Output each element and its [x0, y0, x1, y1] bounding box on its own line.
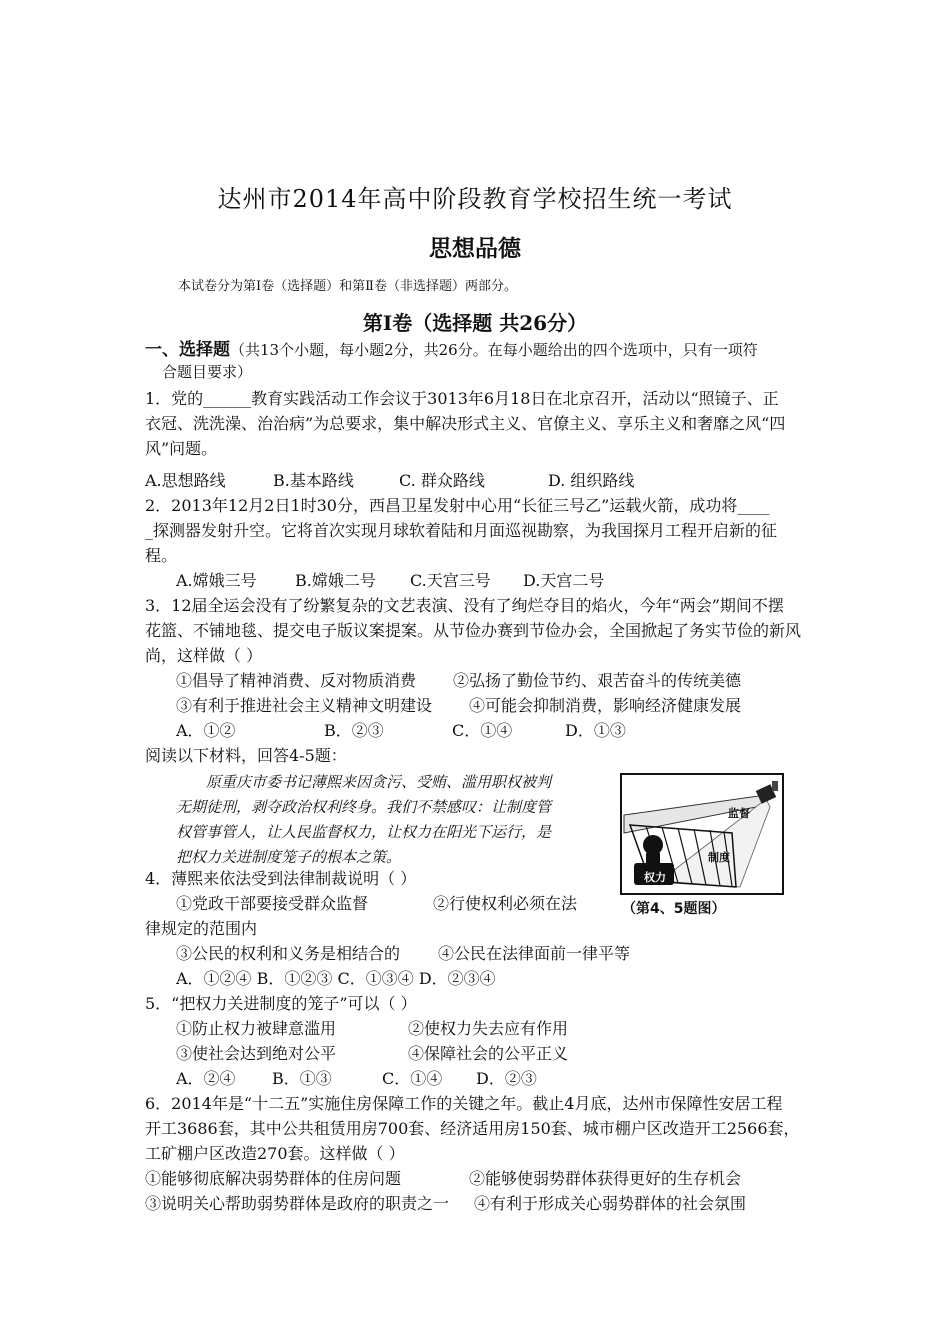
q1-option-b: B.基本路线 [273, 471, 354, 490]
q5-stem: 5．“把权力关进制度的笼子”可以（ ） [145, 994, 417, 1013]
power-cage-figure [620, 773, 784, 895]
q6-line-1: 6．2014年是“十二五”实施住房保障工作的关键之年。截止4月底，达州市保障性安居工程 [145, 1094, 783, 1113]
q5-statement-1: ①防止权力被肆意滥用 [176, 1019, 337, 1038]
power-cage-illustration [620, 773, 784, 895]
q6-line-3: 工矿棚户区改造270套。这样做（ ） [145, 1144, 405, 1163]
q3-option-c: C．①④ [452, 721, 513, 740]
q5-option-b: B．①③ [272, 1069, 332, 1088]
q2-option-d: D.天宫二号 [523, 571, 605, 590]
section-instruction-line1: （共13个小题，每小题2分，共26分。在每小题给出的四个选项中，只有一项符 [230, 341, 758, 359]
q3-option-d: D．①③ [565, 721, 626, 740]
q4-statement-1: ①党政干部要接受群众监督 [176, 894, 369, 913]
q3-line-1: 3．12届全运会没有了纷繁复杂的文艺表演、没有了绚烂夺目的焰火，今年“两会”期间不摆 [145, 596, 784, 615]
q5-statement-4: ④保障社会的公平正义 [408, 1044, 569, 1063]
q1-option-d: D. 组织路线 [548, 471, 635, 490]
material-line-3: 权管事管人，让人民监督权力，让权力在阳光下运行，是 [176, 823, 552, 841]
material-line-4: 把权力关进制度笼子的根本之策。 [176, 848, 402, 866]
q2-option-b: B.嫦娥二号 [295, 571, 376, 590]
q1-option-c: C. 群众路线 [399, 471, 485, 490]
q4-statement-2-cont: 律规定的范围内 [145, 919, 258, 938]
q1-line-2: 衣冠、洗洗澡、治治病”为总要求，集中解决形式主义、官僚主义、享乐主义和奢靡之风“四 [145, 414, 786, 433]
label-power: 权力 [644, 871, 666, 884]
q4-options: A．①②④ B．①②③ C．①③④ D．②③④ [176, 969, 496, 988]
q6-statement-4: ④有利于形成关心弱势群体的社会氛围 [474, 1194, 747, 1213]
figure-caption: （第4、5题图） [622, 901, 726, 917]
label-supervise: 监督 [728, 807, 750, 820]
q3-line-3: 尚，这样做（ ） [145, 646, 263, 665]
q3-option-a: A．①② [176, 721, 236, 740]
volume-title: 第Ⅰ卷（选择题 共26分） [362, 311, 588, 335]
q4-statement-3: ③公民的权利和义务是相结合的 [176, 944, 401, 963]
q5-option-a: A．②④ [176, 1069, 236, 1088]
q5-statement-2: ②使权力失去应有作用 [408, 1019, 569, 1038]
section-heading: 一、选择题 [145, 340, 230, 360]
q6-statement-2: ②能够使弱势群体获得更好的生存机会 [469, 1169, 742, 1188]
q5-option-c: C．①④ [382, 1069, 443, 1088]
q3-statement-1: ①倡导了精神消费、反对物质消费 [176, 671, 417, 690]
reading-prompt: 阅读以下材料，回答4-5题： [145, 746, 347, 765]
q1-line-3: 风”问题。 [145, 439, 218, 458]
intro-text: 本试卷分为第Ⅰ卷（选择题）和第Ⅱ卷（非选择题）两部分。 [178, 279, 517, 294]
section-instruction-line2: 合题目要求） [162, 363, 253, 381]
material-line-2: 无期徒刑，剥夺政治权利终身。我们不禁感叹：让制度管 [176, 798, 552, 816]
q5-option-d: D．②③ [476, 1069, 537, 1088]
q3-statement-3: ③有利于推进社会主义精神文明建设 [176, 696, 433, 715]
q3-option-b: B．②③ [324, 721, 384, 740]
q1-option-a: A.思想路线 [145, 471, 226, 490]
subject-title: 思想品德 [429, 236, 521, 262]
q4-statement-2: ②行使权利必须在法 [433, 894, 578, 913]
q3-line-2: 花篮、不铺地毯、提交电子版议案提案。从节俭办赛到节俭办会，全国掀起了务实节俭的新风 [145, 621, 802, 640]
q4-stem: 4．薄熙来依法受到法律制裁说明（ ） [145, 869, 417, 888]
q2-option-c: C.天宫三号 [410, 571, 491, 590]
q2-line-3: 程。 [145, 546, 178, 565]
q3-statement-2: ②弘扬了勤俭节约、艰苦奋斗的传统美德 [453, 671, 742, 690]
q2-line-1: 2．2013年12月2日1时30分，西昌卫星发射中心用“长征三号乙”运载火箭，成功将____ [145, 496, 770, 515]
q6-statement-3: ③说明关心帮助弱势群体是政府的职责之一 [145, 1194, 450, 1213]
q1-line-1: 1．党的______教育实践活动工作会议于3013年6月18日在北京召开，活动以“照镜子、正 [145, 389, 779, 408]
label-system: 制度 [708, 851, 730, 864]
q6-line-2: 开工3686套，其中公共租赁用房700套、经济适用房150套、城市棚户区改造开工2566套， [145, 1119, 800, 1138]
q2-option-a: A.嫦娥三号 [176, 571, 257, 590]
q5-statement-3: ③使社会达到绝对公平 [176, 1044, 337, 1063]
exam-title: 达州市2014年高中阶段教育学校招生统一考试 [217, 185, 733, 213]
q6-statement-1: ①能够彻底解决弱势群体的住房问题 [145, 1169, 402, 1188]
q4-statement-4: ④公民在法律面前一律平等 [438, 944, 631, 963]
material-line-1: 原重庆市委书记薄熙来因贪污、受贿、滥用职权被判 [206, 773, 552, 791]
q3-statement-4: ④可能会抑制消费，影响经济健康发展 [469, 696, 742, 715]
q2-line-2: _探测器发射升空。它将首次实现月球软着陆和月面巡视勘察，为我国探月工程开启新的征 [145, 521, 778, 540]
section-instruction [145, 339, 758, 361]
